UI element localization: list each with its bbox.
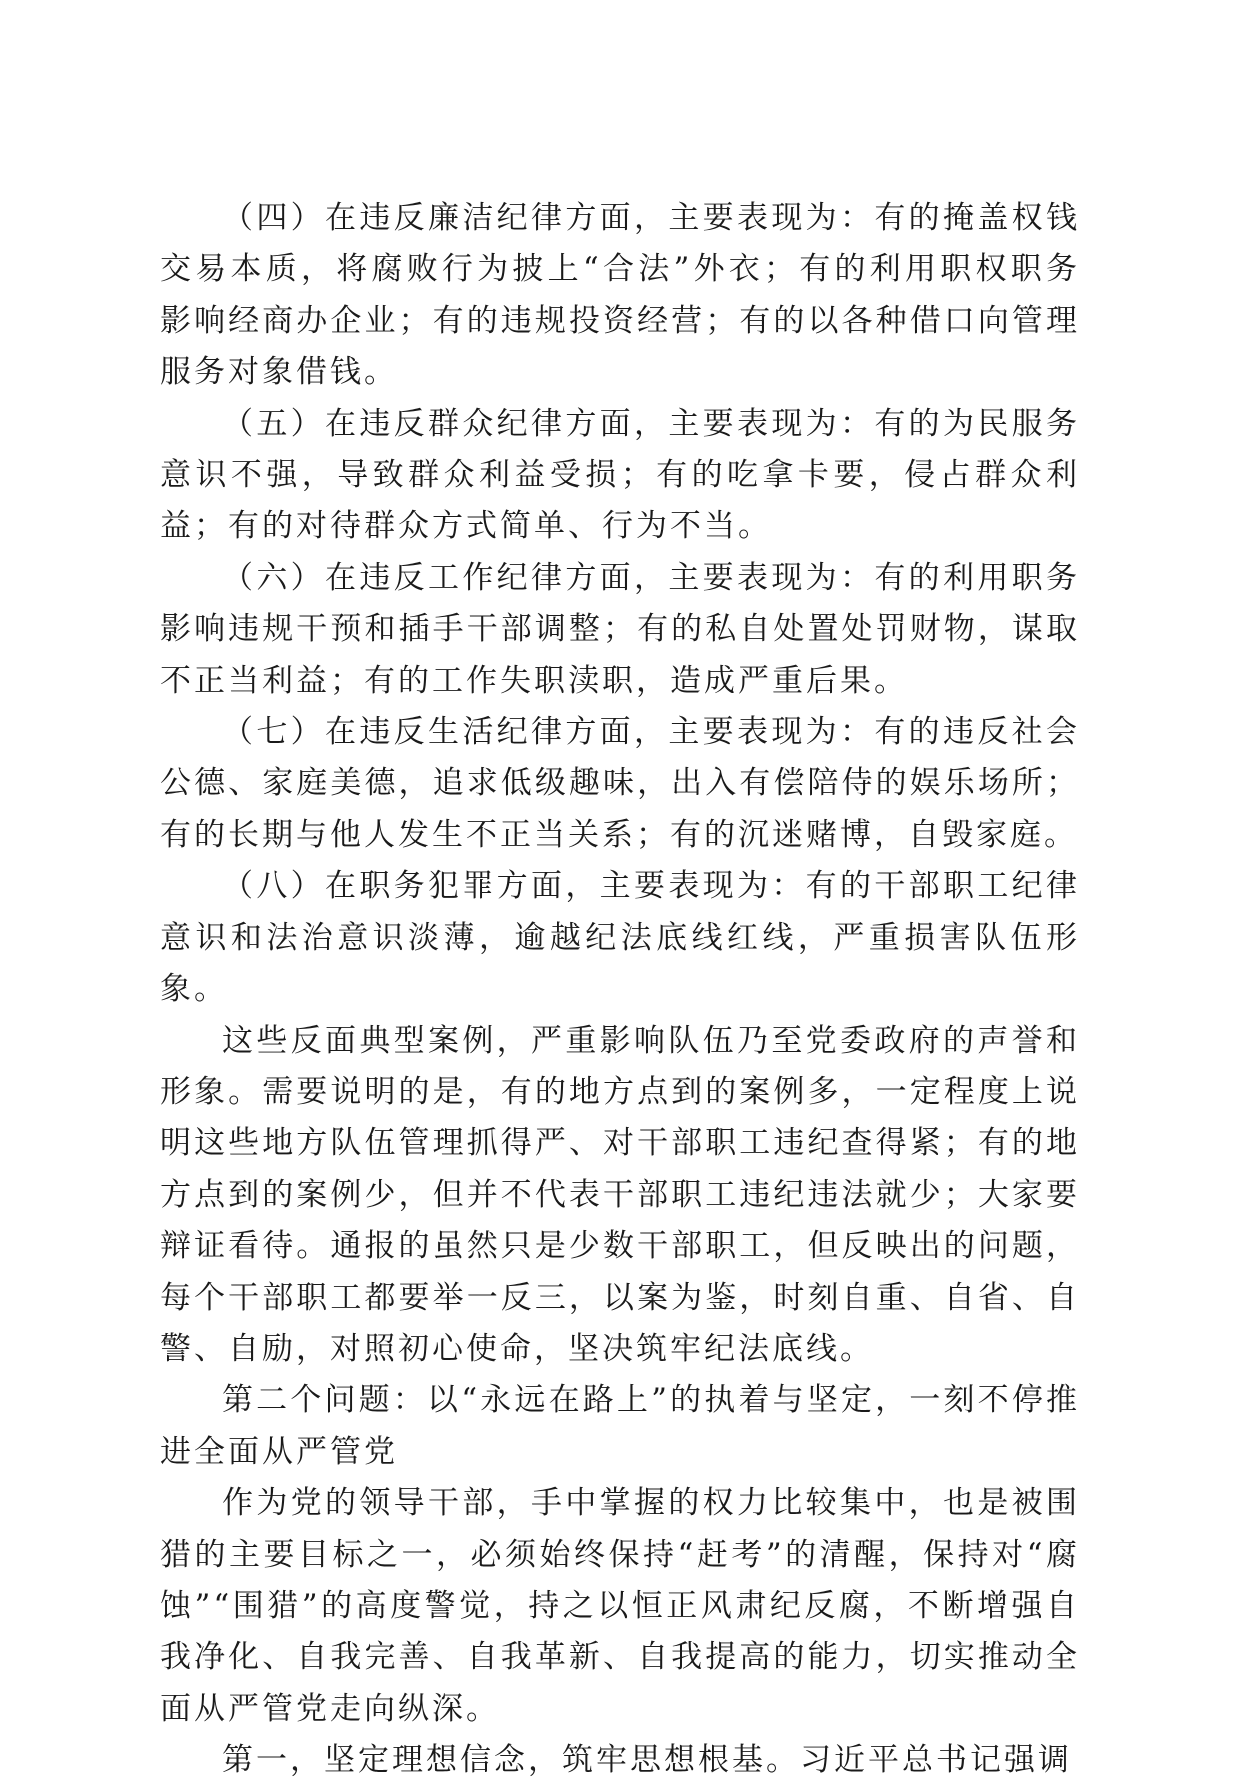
- paragraph-duty-crime: （八）在职务犯罪方面，主要表现为：有的干部职工纪律意识和法治意识淡薄，逾越纪法底线红线，严重损害队伍形象。: [160, 868, 1080, 1008]
- document-body: [160, 193, 1080, 1787]
- paragraph-mass-discipline: （五）在违反群众纪律方面，主要表现为：有的为民服务意识不强，导致群众利益受损；有的吃拿卡要，侵占群众利益；有的对待群众方式简单、行为不当。: [160, 405, 1080, 545]
- paragraph-first-point: 第一，坚定理想信念，筑牢思想根基。习近平总书记强调: [222, 1742, 1072, 1779]
- paragraph-life-discipline: （七）在违反生活纪律方面，主要表现为：有的违反社会公德、家庭美德，追求低级趣味，出入有偿陪侍的娱乐场所；有的长期与他人发生不正当关系；有的沉迷赌博，自毁家庭。: [160, 714, 1080, 853]
- paragraph-leadership-vigilance: 作为党的领导干部，手中掌握的权力比较集中，也是被围猎的主要目标之一，必须始终保持“赶考”的清醒，保持对“腐蚀”“围猎”的高度警觉，持之以恒正风肃纪反腐，不断增强自我净化、自我完善、自我革新、自我提高的能力，切实推动全面从严管党走向纵深。: [160, 1485, 1080, 1727]
- paragraph-integrity-discipline: （四）在违反廉洁纪律方面，主要表现为：有的掩盖权钱交易本质，将腐败行为披上“合法”外衣；有的利用职权职务影响经商办企业；有的违规投资经营；有的以各种借口向管理服务对象借钱。: [160, 200, 1080, 391]
- paragraph-work-discipline: （六）在违反工作纪律方面，主要表现为：有的利用职务影响违规干预和插手干部调整；有的私自处置处罚财物，谋取不正当利益；有的工作失职渎职，造成严重后果。: [160, 559, 1080, 699]
- section-heading-second-issue: 第二个问题：以“永远在路上”的执着与坚定，一刻不停推进全面从严管党: [160, 1382, 1080, 1470]
- paragraph-case-summary: 这些反面典型案例，严重影响队伍乃至党委政府的声誉和形象。需要说明的是，有的地方点到的案例多，一定程度上说明这些地方队伍管理抓得严、对干部职工违纪查得紧；有的地方点到的案例少，但并不代表干部职工违纪违法就少；大家要辩证看待。通报的虽然只是少数干部职工，但反映出的问题，每个干部职工都要举一反三，以案为鉴，时刻自重、自省、自警、自励，对照初心使命，坚决筑牢纪法底线。: [160, 1022, 1080, 1367]
